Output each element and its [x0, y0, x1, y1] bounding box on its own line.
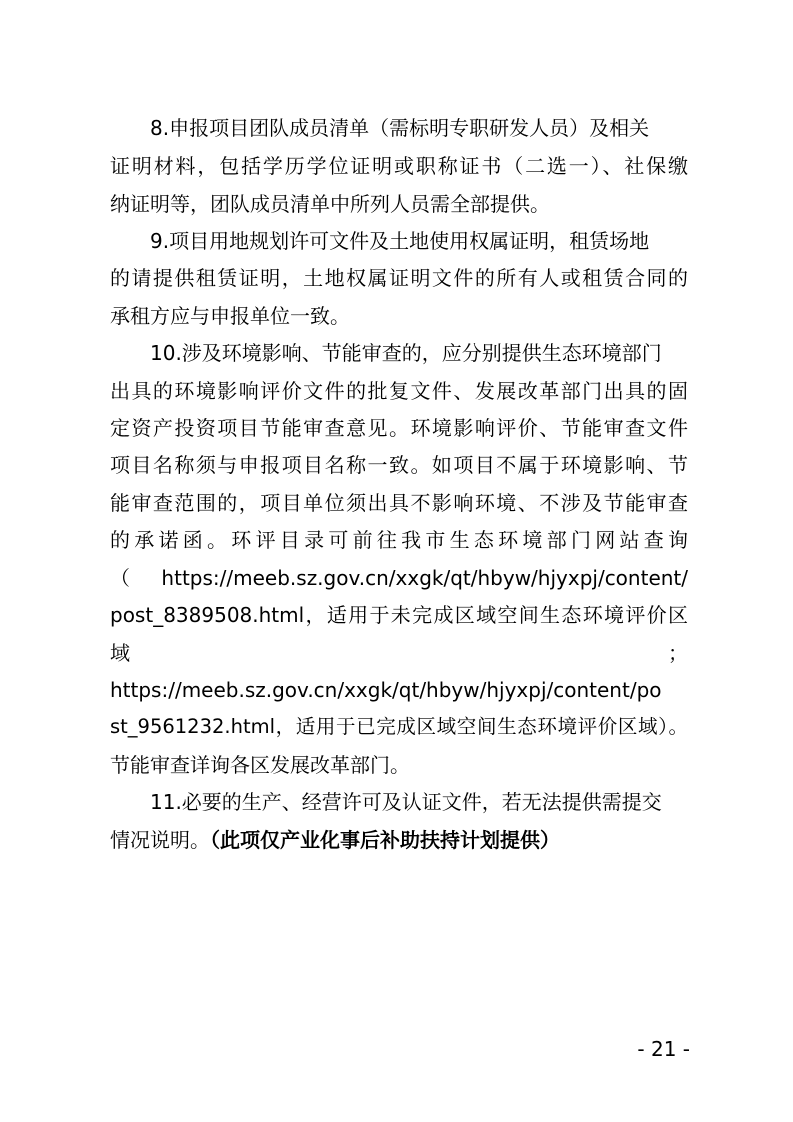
item-10-line-4: 项目名称须与申报项目名称一致。如项目不属于环境影响、节 — [110, 453, 688, 477]
item-10-line-11: st_9561232.html，适用于已完成区域空间生态环境评价区域）。 — [110, 715, 688, 738]
item-10-line-10: https://meeb.sz.gov.cn/xxgk/qt/hbyw/hjyxpj/content/po — [110, 678, 662, 702]
item-10-line-5: 能审查范围的，项目单位须出具不影响环境、不涉及节能审查 — [110, 491, 688, 515]
item-9-line-3: 承租方应与申报单位一致。 — [110, 304, 350, 328]
item-10-line-12: 节能审查详询各区发展改革部门。 — [110, 753, 410, 777]
item-10-line-3: 定资产投资项目节能审查意见。环境影响评价、节能审查文件 — [110, 416, 688, 440]
item-10-line-9: 域 ； — [110, 641, 688, 665]
item-11-line-2 — [110, 821, 688, 859]
item-8-line-1: 8.申报项目团队成员清单（需标明专职研发人员）及相关 — [150, 116, 650, 140]
item-10-line-6: 的承诺函。环评目录可前往我市生态环境部门网站查询 — [110, 528, 688, 552]
item-10-line-8: post_8389508.html，适用于未完成区域空间生态环境评价区 — [110, 603, 688, 627]
item-8-line-3: 纳证明等，团队成员清单中所列人员需全部提供。 — [110, 192, 550, 216]
item-9-line-1: 9.项目用地规划许可文件及土地使用权属证明，租赁场地 — [150, 229, 650, 253]
item-10-line-2: 出具的环境影响评价文件的批复文件、发展改革部门出具的固 — [110, 379, 688, 403]
item-8-line-2: 证明材料，包括学历学位证明或职称证书（二选一）、社保缴 — [110, 154, 688, 178]
page-number: - 21 - — [637, 1037, 690, 1061]
item-10-line-1: 10.涉及环境影响、节能审查的，应分别提供生态环境部门 — [150, 341, 662, 365]
item-10-line-7: （ https://meeb.sz.gov.cn/xxgk/qt/hbyw/hjyxpj/content/ — [110, 566, 688, 590]
item-9-line-2: 的请提供租赁证明，土地权属证明文件的所有人或租赁合同的 — [110, 266, 688, 290]
item-11-line-1: 11.必要的生产、经营许可及认证文件，若无法提供需提交 — [150, 790, 662, 814]
item-11-line-2-text: 情况说明。 — [110, 828, 210, 852]
item-11-bold-note: （此项仅产业化事后补助扶持计划提供） — [210, 828, 560, 852]
